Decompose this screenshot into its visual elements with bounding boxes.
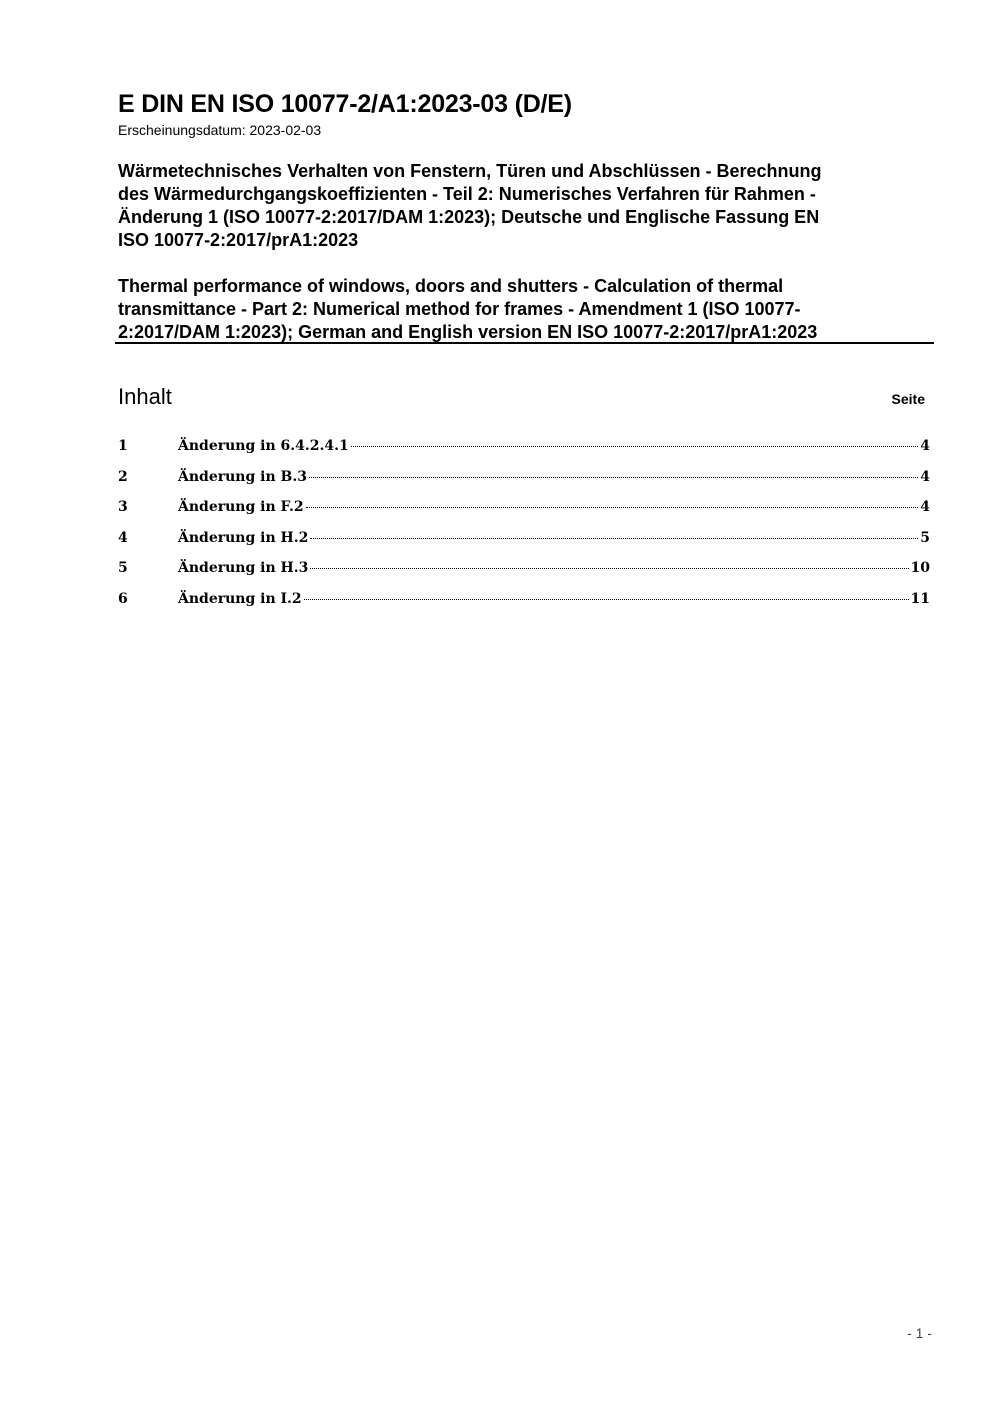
toc-entry[interactable] bbox=[118, 591, 930, 622]
english-title bbox=[118, 275, 918, 344]
toc-entry-number: 1 bbox=[118, 438, 128, 454]
english-title-line: transmittance - Part 2: Numerical method for frames - Amendment 1 (ISO 10077- bbox=[118, 299, 801, 319]
toc-dot-leader bbox=[306, 507, 919, 508]
toc-dot-leader bbox=[351, 446, 919, 447]
toc-entry-title: Änderung in B.3 bbox=[178, 468, 307, 485]
german-title bbox=[118, 160, 918, 252]
toc-entry[interactable] bbox=[118, 530, 930, 561]
toc-entry-page: 11 bbox=[910, 590, 930, 607]
toc-entry-page: 4 bbox=[920, 438, 930, 454]
page-number: - 1 - bbox=[907, 1325, 932, 1341]
toc-entry[interactable] bbox=[118, 560, 930, 591]
toc-entry-title: Änderung in H.2 bbox=[178, 529, 309, 546]
german-title-line: des Wärmedurchgangskoeffizienten - Teil 2: Numerisches Verfahren für Rahmen - bbox=[118, 184, 816, 204]
publication-date: Erscheinungsdatum: 2023-02-03 bbox=[118, 122, 322, 138]
toc-entry-number: 2 bbox=[118, 468, 128, 485]
toc-entry-page: 4 bbox=[920, 499, 930, 515]
toc-entry-page: 4 bbox=[920, 468, 930, 485]
toc-dot-leader bbox=[310, 538, 918, 539]
toc-entry-number: 6 bbox=[118, 590, 128, 607]
toc-entry-title: Änderung in 6.4.2.4.1 bbox=[178, 438, 349, 454]
toc-dot-leader bbox=[304, 599, 909, 600]
german-title-line: Änderung 1 (ISO 10077-2:2017/DAM 1:2023); Deutsche und Englische Fassung EN bbox=[118, 207, 820, 227]
toc-entry-number: 4 bbox=[118, 529, 128, 546]
document-id: E DIN EN ISO 10077-2/A1:2023-03 (D/E) bbox=[118, 90, 572, 118]
toc-entry-number: 3 bbox=[118, 499, 128, 515]
table-of-contents bbox=[118, 438, 930, 621]
toc-dot-leader bbox=[310, 568, 908, 569]
toc-entry[interactable] bbox=[118, 469, 930, 500]
toc-heading: Inhalt bbox=[118, 384, 172, 409]
title-divider bbox=[115, 342, 934, 344]
toc-entry-page: 10 bbox=[910, 560, 930, 576]
toc-entry[interactable] bbox=[118, 438, 930, 469]
toc-page-column-label: Seite bbox=[891, 391, 925, 407]
toc-entry-title: Änderung in H.3 bbox=[178, 560, 309, 576]
toc-dot-leader bbox=[309, 477, 918, 478]
german-title-line: ISO 10077-2:2017/prA1:2023 bbox=[118, 230, 359, 250]
toc-entry[interactable] bbox=[118, 499, 930, 530]
toc-entry-title: Änderung in F.2 bbox=[178, 499, 304, 515]
toc-entry-number: 5 bbox=[118, 560, 128, 576]
toc-entry-page: 5 bbox=[920, 529, 930, 546]
english-title-line: Thermal performance of windows, doors and shutters - Calculation of thermal bbox=[118, 276, 784, 296]
german-title-line: Wärmetechnisches Verhalten von Fenstern, Türen und Abschlüssen - Berechnung bbox=[118, 161, 822, 181]
toc-entry-title: Änderung in I.2 bbox=[178, 590, 302, 607]
english-title-line: 2:2017/DAM 1:2023); German and English version EN ISO 10077-2:2017/prA1:2023 bbox=[118, 322, 818, 342]
